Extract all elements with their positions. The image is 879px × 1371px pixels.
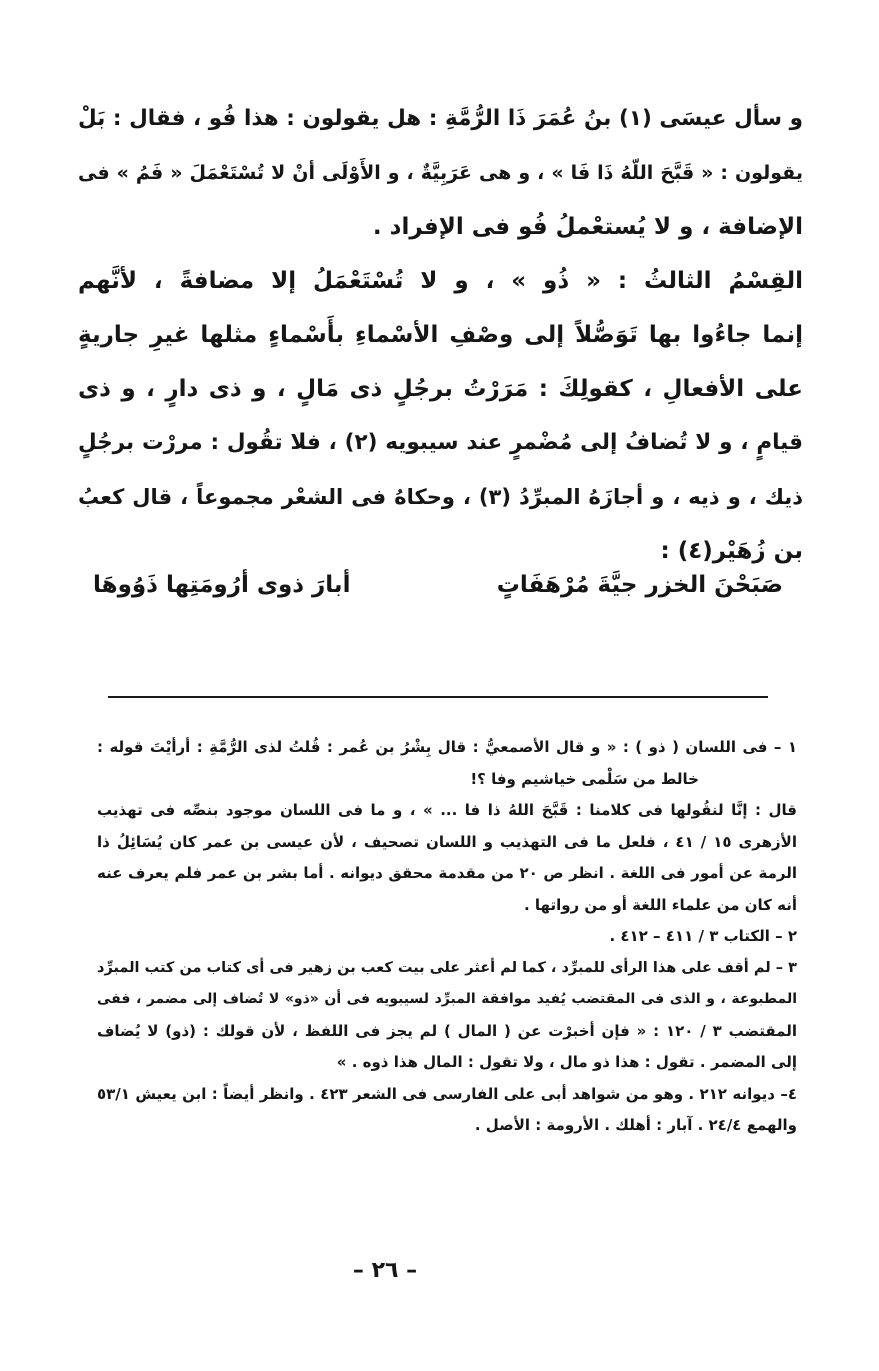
footnote-line: ٣ – لم أقف على هذا الرأى للمبرِّد ، كما لم أعثر على بيت كعب بن زهير فى أى كتاب من كتب المبرِّد: [97, 959, 797, 976]
footnote-line: ٢ – الكتاب ٣ / ٤١١ – ٤١٢ .: [609, 927, 797, 945]
text-line: ذيك ، و ذيه ، و أجازَهُ المبرِّدُ (٣) ، وحكاهُ فى الشعْر مجموعاً ، قال كعبُ: [78, 485, 804, 509]
text-line: الإضافة ، و لا يُستعْملُ فُو فى الإفراد .: [372, 214, 803, 240]
poetry-verse: [93, 560, 783, 610]
footnotes: [97, 732, 797, 1142]
footnote-line: ١ – فى اللسان ( ذو ) : « و قال الأصمعيُّ : قال بِشْرُ بن عُمر : قُلتُ لذى الرُّمَّةِ : أرأيْتَ قوله :: [97, 738, 797, 756]
footnote-line: والهمع ٢٤/٤ . آبار : أهلك . الأرومة : الأصل .: [474, 1116, 797, 1134]
footnote-line: ٤– ديوانه ٢١٢ . وهو من شواهد أبى على الفارسى فى الشعر ٤٢٣ . وانظر أيضاً : ابن يعيش ٥٣/١: [97, 1084, 797, 1103]
footnote-line: المطبوعة ، و الذى فى المقتضب يُفيد موافقة المبرِّد لسيبويه فى أن «ذو» لا تُضاف إلى مضمر ، ففى: [97, 991, 797, 1007]
footnote-line: الأزهرى ١٥ / ٤١ ، فلعل ما فى التهذيب و اللسان تصحيف ، لأن عيسى بن عمر كان يُسَائِلُ ذا: [97, 832, 797, 851]
text-line: إنما جاءُوا بها تَوَصُّلاً إلى وصْفِ الأسْماءِ بأَسْماءٍ مثلها غيرِ جاريةٍ: [78, 322, 803, 348]
footnote-line: أنه كان من علماء اللغة أو من رواتها .: [524, 895, 797, 914]
footnote-separator: [108, 696, 768, 698]
footnote-line: المقتضب ٣ / ١٢٠ : « فإن أخبرْت عن ( المال ) لم يجز فى اللفظ ، لأن قولك : (ذو) لا يُضاف: [97, 1021, 797, 1040]
text-line: قيامٍ ، و لا تُضافُ إلى مُضْمرٍ عند سيبويه (٢) ، فلا تقُول : مررْت برجُلٍ: [78, 430, 804, 455]
footnote-line: إلى المضمر . تقول : هذا ذو مال ، ولا تقول : المال هذا ذوه . »: [336, 1053, 797, 1071]
text-line: يقولون : « قَبَّحَ اللّهُ ذَا فَا » ، و هى عَرَبِيَّةٌ ، و الأَوْلَى أنْ لا تُسْتَعْمَلَ « فَمُ » فى: [78, 162, 803, 184]
text-line: على الأفعالِ ، كقولِكَ : مَرَرْتُ برجُلٍ ذى مَالٍ ، و ذى دارٍ ، و ذى: [78, 376, 803, 402]
page-number: – ٢٦ –: [352, 1258, 418, 1283]
footnote-line: الرمة عن أمور فى اللغة . انظر ص ٢٠ من مقدمة محقق ديوانه . أما بشر بن عمر فلم يعرف عنه: [97, 864, 798, 882]
verse-first-hemistich: صَبَحْنَ الخزر جيَّةَ مُرْهَفَاتٍ: [496, 572, 783, 598]
footnote-line: قال : إنَّا لنقُولها فى كلامنا : قَبَّحَ اللهُ ذا فا ... » ، و ما فى اللسان موجود بنصِّه فى تهذيب: [97, 801, 797, 819]
verse-second-hemistich: أبارَ ذوى أرُومَتِها ذَوُوهَا: [93, 572, 351, 598]
main-text: [78, 92, 803, 578]
text-line: و سأل عيسَى (١) بنُ عُمَرَ ذَا الرُّمَّةِ : هل يقولون : هذا فُو ، فقال : بَلْ: [78, 106, 803, 131]
footnote-quoted-verse: خالط من سَلْمى خياشيم وفا ؟!: [470, 769, 699, 788]
text-line: بن زُهَيْر(٤) :: [660, 538, 803, 564]
text-line: القِسْمُ الثالثُ : « ذُو » ، و لا تُسْتَعْمَلُ إلا مضافةً ، لأنَّهم: [78, 268, 803, 294]
